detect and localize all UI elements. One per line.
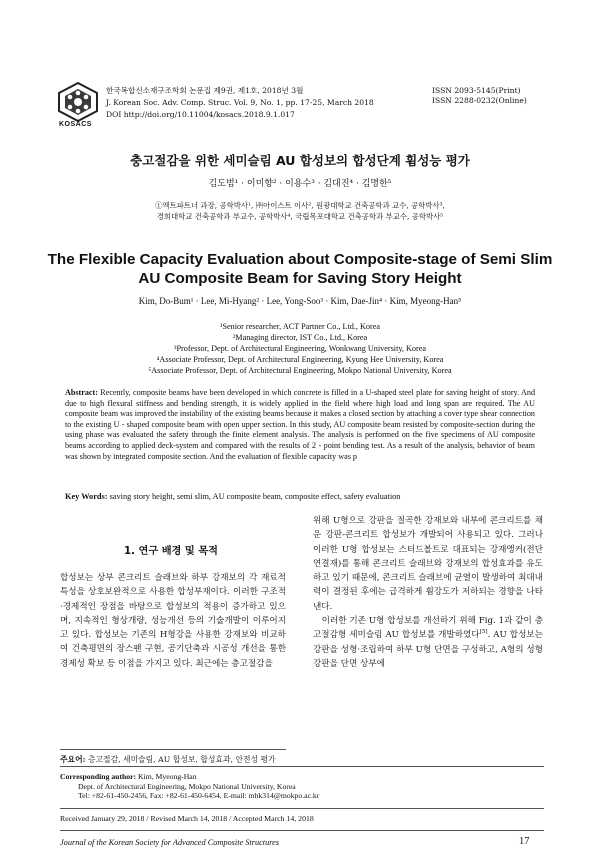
english-title-line2: AU Composite Beam for Saving Story Height [138, 270, 462, 287]
journal-header-en: J. Korean Soc. Adv. Comp. Struc. Vol. 9, No. 1, pp. 17-25, March 2018 [106, 98, 374, 107]
issn-online: ISSN 2288-0232(Online) [432, 96, 527, 105]
affiliation-4: ⁴Associate Professor, Dept. of Architectural Engineering, Kyung Hee University, Korea [156, 355, 444, 364]
korean-title: 충고절감을 위한 세미슬림 AU 합성보의 합성단계 휨성능 평가 [130, 153, 470, 168]
right-paragraph-2 [313, 614, 543, 671]
divider [60, 808, 544, 809]
keywords [65, 492, 535, 501]
logo-wordmark: KOSACS [59, 121, 92, 128]
abstract-label: Abstract: [65, 388, 98, 397]
doi-link[interactable]: DOI http://doi.org/10.11004/kosacs.2018.9.1.017 [106, 110, 295, 119]
divider [60, 766, 544, 767]
keywords-text: saving story height, semi slim, AU composite beam, composite effect, safety evaluation [109, 492, 401, 501]
kosacs-logo-icon [56, 82, 100, 122]
affiliation-1: ¹Senior researcher, ACT Partner Co., Ltd., Korea [220, 322, 380, 331]
journal-header-ko: 한국복합신소재구조학회 논문집 제9권, 제1호, 2018년 3월 [106, 86, 304, 95]
korean-affiliation-line1: ①엑트파트너 과장, 공학박사¹, ㈜아이스트 이사², 원광대학교 건축공학과 교수, 공학박사³, [155, 201, 445, 210]
korean-affiliation-line2: 경희대학교 건축공학과 부교수, 공학박사⁴, 국립목포대학교 건축공학과 부교수, 공학박사⁵ [156, 212, 444, 221]
english-title-line1: The Flexible Capacity Evaluation about Composite-stage of Semi Slim [47, 251, 553, 268]
affiliation-3: ³Professor, Dept. of Architectural Engineering, Wonkwang University, Korea [173, 344, 427, 353]
right-paragraph-2-cont: . AU 합성보는 강판을 성형·조립하여 하부 U형 단면을 구성하고, A형의 성형 강판을 단면 상부에 [313, 630, 543, 669]
divider [60, 830, 544, 831]
corr-name: Kim, Myeong-Han [138, 772, 197, 781]
korean-keywords-text: 층고절감, 세미슬림, AU 합성보, 합성효과, 안전성 평가 [87, 755, 276, 764]
left-paragraph: 합성보는 상부 콘크리트 슬래브와 하부 강재보의 각 재료적 특성을 상호보완적으로 사용한 합성부재이다. 이러한 구조적·경제적인 장점을 바탕으로 합성보의 적용이 증가하고 있으며, 지속적인 형상개량, 성능개선 등의 기술개발이 이루어지고 있다. 합성보는 기존의 H형강을 사용한 강재보와 비교하여 건축평면의 장스팬 구현, 공기단축과 시공성 개선을 통한 경제성 확보 등 이점을 가지고 있다. 최근에는 층고절감을 [60, 573, 286, 669]
abstract-text: Recently, composite beams have been developed in which concrete is filled in a U-shaped steel plate for saving height of story. And due to high flexural stiffness and bending strength, it is widely applied in the field where high load and long span are required. The AU composite beam was improved the instability of the existing beams because it makes a closed section by attaching a cover type shear connection to the existing U - shaped composite beam with open upper section. In this study, AU composite beam resisted by composite-section during the using phase was evaluated the safety through the finite element analysis. The analysis is performed on the five specimens of AU composite beams according to applied deck-system and compared with the results of 2 - point bending test. As a result of the analysis, behavior of beam was shown by integrated composite section. And the evaluation of flexible capacity was p [65, 388, 536, 461]
corr-dept: Dept. of Architectural Engineering, Mokpo National University, Korea [78, 781, 296, 791]
abstract [65, 388, 535, 462]
left-column [60, 571, 286, 671]
page-number: 17 [519, 836, 530, 847]
right-paragraph-1: 위해 U형으로 강판을 절곡한 강재보와 내부에 콘크리트를 채운 강판-콘크리트 합성보가 개발되어 사용되고 있다. 그러나 이러한 U형 합성보는 스터드볼트로 대표되는 강재앵커(전단연결재)를 통해 콘크리트 슬래브와 강재보의 합성효과를 유도하고 있기 때문에, 콘크리트 슬래브에 균열이 발생하여 최대내력이 결정된 후에는 급격하게 휨강도가 저하되는 경향을 나타낸다. [313, 516, 543, 612]
korean-authors: 김도범¹ · 이미향² · 이용수³ · 김대진⁴ · 김명한⁵ [208, 179, 392, 189]
affiliation-5: ⁵Associate Professor, Dept. of Architectural Engineering, Mokpo National University, Korea [148, 366, 452, 375]
journal-footer: Journal of the Korean Society for Advanced Composite Structures [60, 838, 280, 847]
received-dates: Received January 29, 2018 / Revised March 14, 2018 / Accepted March 14, 2018 [60, 814, 314, 823]
keywords-label: Key Words: [65, 492, 108, 501]
section-heading: 1. 연구 배경 및 목적 [123, 546, 219, 557]
divider [60, 749, 286, 750]
right-paragraph-2-text: 이러한 기존 U형 합성보를 개선하기 위해 Fig. 1과 같이 층고절감형 세미슬림 AU 합성보를 개발하였다 [313, 616, 543, 641]
corresponding-author [60, 772, 319, 801]
korean-keywords-label: 주요어: [60, 755, 86, 764]
right-column [313, 514, 543, 671]
affiliation-2: ²Managing director, IST Co., Ltd., Korea [232, 333, 368, 342]
english-authors: Kim, Do-Bum¹ · Lee, Mi-Hyang² · Lee, Yong-Soo³ · Kim, Dae-Jin⁴ · Kim, Myeong-Han⁵ [138, 296, 462, 306]
corr-contact: Tel: +82-61-450-2456, Fax: +82-61-450-6454, E-mail: mhk314@mokpo.ac.kr [78, 791, 320, 801]
korean-keywords [60, 754, 276, 765]
issn-print: ISSN 2093-5145(Print) [432, 86, 521, 95]
corr-label: Corresponding author: [60, 772, 137, 781]
reference-citation[interactable]: [5] [479, 629, 488, 636]
